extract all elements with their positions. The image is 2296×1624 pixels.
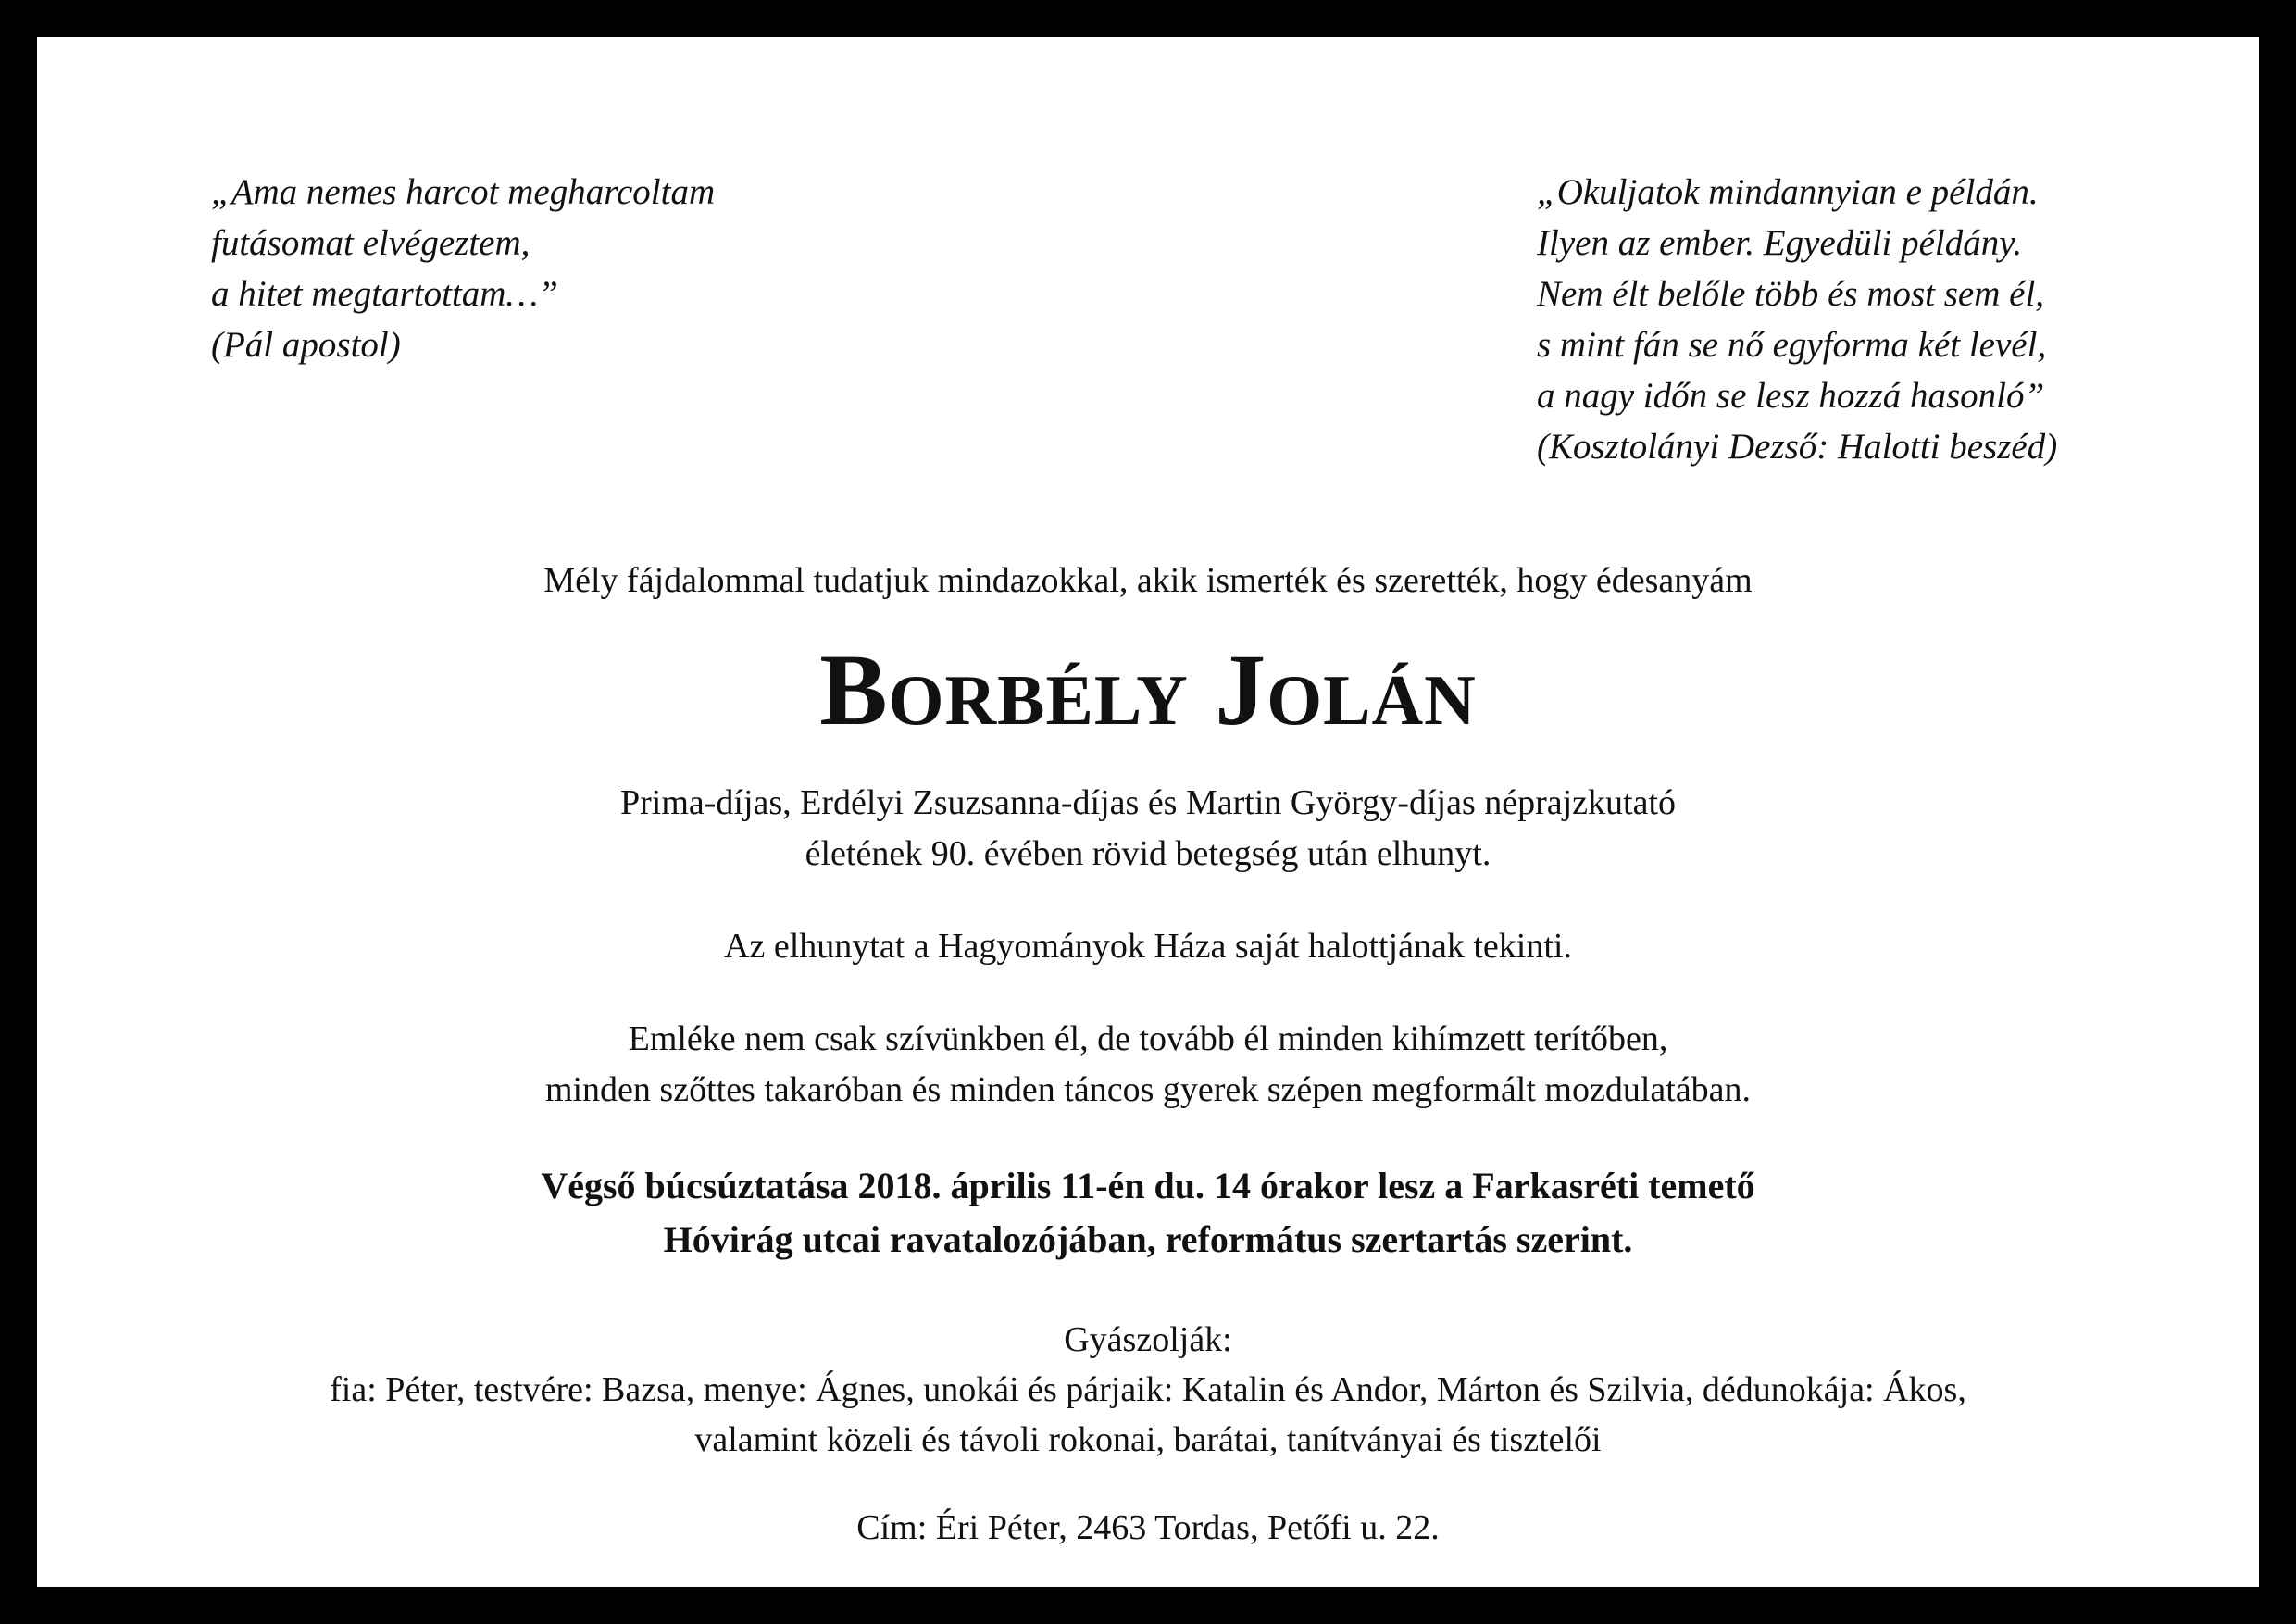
address-line: Cím: Éri Péter, 2463 Tordas, Petőfi u. 22. [856, 1508, 1440, 1547]
funeral-line: Végső búcsúztatása 2018. április 11-én du. 14 órakor lesz a Farkasréti temető [541, 1165, 1755, 1206]
quote-right-attribution: (Kosztolányi Dezső: Halotti beszéd) [1537, 427, 2058, 467]
quote-right-line: a nagy időn se lesz hozzá hasonló” [1537, 376, 2045, 416]
intro-text [37, 556, 2259, 606]
quote-right-line: s mint fán se nő egyforma két levél, [1537, 325, 2047, 365]
memory-line: minden szőttes takaróban és minden táncos gyerek szépen megformált mozdulatában. [544, 1070, 1752, 1109]
awards-line: életének 90. évében rövid betegség után elhunyt. [805, 834, 1491, 873]
memory-text [37, 1014, 2259, 1116]
quote-right [1537, 167, 2057, 472]
quote-right-line: Ilyen az ember. Egyedüli példány. [1537, 223, 2023, 263]
quote-left-line: futásomat elvégeztem, [211, 223, 530, 263]
quote-right-line: Nem élt belőle több és most sem él, [1537, 274, 2045, 314]
mourners-line: fia: Péter, testvére: Bazsa, menye: Ágnes, unokái és párjaik: Katalin és Andor, Márton és Szilvia, dédunokája: Ákos, [330, 1370, 1966, 1409]
quote-left-line: a hitet megtartottam…” [211, 274, 558, 314]
house-statement [37, 921, 2259, 972]
mourners-line: valamint közeli és távoli rokonai, barátai, tanítványai és tisztelői [694, 1420, 1602, 1459]
quote-right-line: „Okuljatok mindannyian e példán. [1537, 172, 2039, 212]
funeral-line: Hóvirág utcai ravatalozójában, református szertartás szerint. [663, 1218, 1633, 1260]
mourners-heading: Gyászolják: [1064, 1320, 1232, 1359]
quote-left-line: „Ama nemes harcot megharcoltam [211, 172, 716, 212]
quote-left [211, 167, 715, 370]
awards-line: Prima-díjas, Erdélyi Zsuzsanna-díjas és Martin György-díjas néprajzkutató [619, 783, 1677, 822]
quote-left-attribution: (Pál apostol) [211, 325, 401, 365]
mourners-section [37, 1315, 2259, 1465]
deceased-name: Borbély Jolán [819, 633, 1477, 746]
house-line: Az elhunytat a Hagyományok Háza saját halottjának tekinti. [724, 927, 1572, 966]
awards-text [37, 778, 2259, 880]
intro-line: Mély fájdalommal tudatjuk mindazokkal, akik ismerték és szerették, hogy édesanyám [543, 561, 1753, 600]
funeral-details [37, 1159, 2259, 1267]
address-text [37, 1503, 2259, 1554]
memory-line: Emléke nem csak szívünkben él, de tovább él minden kihímzett terítőben, [628, 1019, 1668, 1058]
